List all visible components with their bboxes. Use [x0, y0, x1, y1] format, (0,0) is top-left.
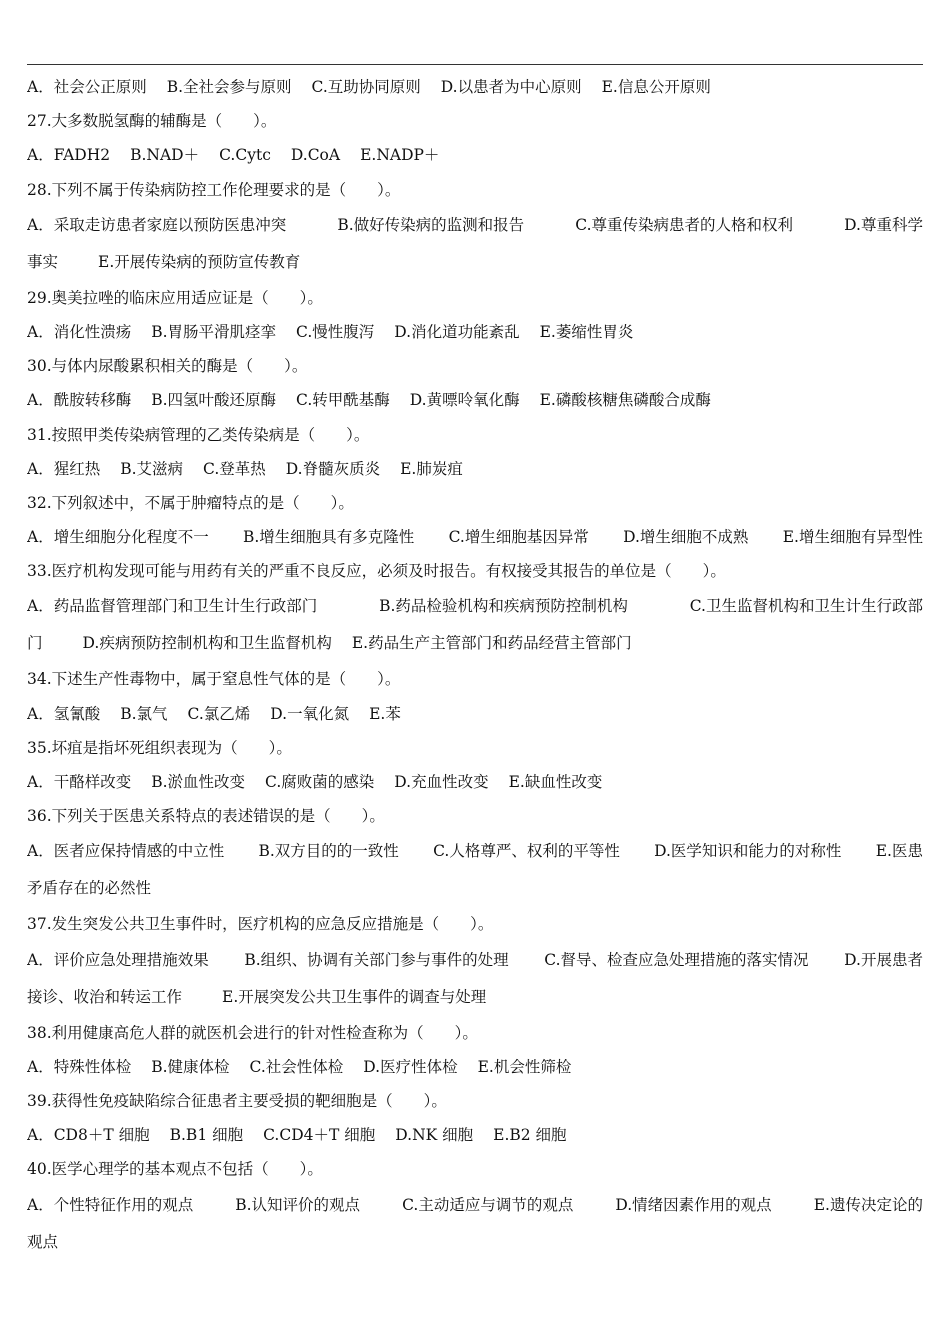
question-text: 40.医学心理学的基本观点不包括（ ）。	[27, 1160, 323, 1179]
answer-option: A．CD8＋T 细胞	[27, 1126, 150, 1145]
answer-option: D.消化道功能紊乱	[394, 322, 520, 341]
answer-option: C.转甲酰基酶	[296, 391, 390, 410]
question-text: 38.利用健康高危人群的就医机会进行的针对性检查称为（ ）。	[27, 1023, 478, 1042]
header-rule	[27, 64, 923, 65]
answer-options	[27, 833, 923, 870]
answer-option: C.登革热	[203, 459, 266, 478]
answer-option: C.Cytc	[219, 146, 271, 165]
answer-option: C.社会性体检	[249, 1057, 344, 1076]
answer-option: C.主动适应与调节的观点	[402, 1195, 574, 1214]
answer-option: C.慢性腹泻	[296, 322, 375, 341]
answer-option: D.一氧化氮	[270, 704, 350, 723]
answer-option: D.黄嘌呤氧化酶	[409, 391, 520, 410]
question-text: 34.下述生产性毒物中，属于窒息性气体的是（ ）。	[27, 670, 401, 689]
answer-option: E.药品生产主管部门和药品经营主管部门	[351, 634, 632, 653]
answer-option: D.医学知识和能力的对称性	[654, 842, 842, 861]
answer-option: D.充血性改变	[394, 773, 489, 791]
answer-option: A．增生细胞分化程度不一	[27, 528, 209, 547]
answer-option: A．FADH2	[27, 146, 111, 165]
answer-options	[27, 1050, 923, 1084]
answer-option: A．社会公正原则	[27, 78, 147, 96]
answer-option: A．氢氰酸	[27, 704, 101, 723]
answer-option: D.NK 细胞	[395, 1126, 474, 1145]
question-text: 35.坏疽是指坏死组织表现为（ ）。	[27, 738, 292, 757]
answer-option: B.认知评价的观点	[235, 1195, 361, 1214]
answer-option: B.淤血性改变	[151, 773, 246, 791]
answer-option: E.B2 细胞	[493, 1126, 567, 1145]
answer-option: A．评价应急处理措施效果	[27, 950, 209, 969]
answer-options	[27, 138, 923, 172]
answer-option: D.尊重科学	[844, 215, 923, 234]
answer-option: B.胃肠平滑肌痉挛	[151, 322, 277, 341]
answer-option: A．医者应保持情感的中立性	[27, 842, 225, 861]
answer-option: C.尊重传染病患者的人格和权利	[575, 215, 794, 234]
answer-option: B.全社会参与原则	[166, 78, 292, 96]
answer-option: E.苯	[369, 704, 401, 723]
answer-options	[27, 979, 923, 1016]
answer-option: E.NADP＋	[360, 146, 440, 165]
answer-option: A．药品监督管理部门和卫生计生行政部门	[27, 597, 318, 616]
answer-option: A．猩红热	[27, 459, 101, 478]
answer-options	[27, 1187, 923, 1224]
question-text: 39.获得性免疫缺陷综合征患者主要受损的靶细胞是（ ）。	[27, 1091, 447, 1110]
answer-option: E.缺血性改变	[508, 773, 603, 791]
answer-option: D.医疗性体检	[363, 1057, 458, 1076]
answer-option: E.开展突发公共卫生事件的调查与处理	[222, 987, 487, 1006]
answer-option: B.增生细胞具有多克隆性	[242, 528, 415, 547]
question-text: 29.奥美拉唑的临床应用适应证是（ ）。	[27, 288, 323, 307]
answer-option: 门	[27, 634, 43, 653]
answer-option: E.增生细胞有异型性	[782, 528, 923, 547]
exam-content	[27, 70, 923, 1261]
answer-option: D.以患者为中心原则	[440, 78, 582, 96]
answer-options	[27, 942, 923, 979]
answer-option: E.医患	[875, 842, 923, 861]
answer-option: B.药品检验机构和疾病预防控制机构	[379, 597, 628, 616]
answer-options	[27, 765, 923, 799]
answer-options	[27, 244, 923, 281]
answer-options	[27, 70, 923, 104]
answer-option: D.开展患者	[844, 950, 923, 969]
answer-option: 事实	[27, 252, 59, 271]
answer-options	[27, 625, 923, 662]
answer-option: D.增生细胞不成熟	[623, 528, 749, 547]
answer-option: E.磷酸核糖焦磷酸合成酶	[539, 391, 711, 410]
answer-option: B.四氢叶酸还原酶	[151, 391, 277, 410]
question-text: 31.按照甲类传染病管理的乙类传染病是（ ）。	[27, 425, 370, 444]
answer-option: B.健康体检	[151, 1057, 230, 1076]
answer-option: E.萎缩性胃炎	[539, 322, 634, 341]
answer-option: C.卫生监督机构和卫生计生行政部	[689, 597, 923, 616]
answer-option: B.组织、协调有关部门参与事件的处理	[244, 950, 509, 969]
answer-option: B.做好传染病的监测和报告	[337, 215, 525, 234]
answer-option: 接诊、收治和转运工作	[27, 987, 183, 1006]
answer-option: A．酰胺转移酶	[27, 391, 132, 410]
question-text: 27.大多数脱氢酶的辅酶是（ ）。	[27, 112, 277, 131]
answer-option: E.遗传决定论的	[813, 1195, 923, 1214]
answer-option: B.NAD＋	[130, 146, 200, 165]
answer-options	[27, 1118, 923, 1152]
answer-options	[27, 383, 923, 417]
answer-option: B.双方目的的一致性	[258, 842, 399, 861]
answer-option: C.督导、检查应急处理措施的落实情况	[544, 950, 809, 969]
answer-option: D.CoA	[290, 146, 341, 165]
question-text: 37.发生突发公共卫生事件时，医疗机构的应急反应措施是（ ）。	[27, 915, 494, 934]
question-text: 30.与体内尿酸累积相关的酶是（ ）。	[27, 357, 308, 376]
question-text: 28.下列不属于传染病防控工作伦理要求的是（ ）。	[27, 180, 401, 199]
answer-options	[27, 315, 923, 349]
question-text: 32.下列叙述中，不属于肿瘤特点的是（ ）。	[27, 493, 354, 512]
question-text: 36.下列关于医患关系特点的表述错误的是（ ）。	[27, 807, 385, 826]
answer-option: A．特殊性体检	[27, 1057, 132, 1076]
answer-option: E.信息公开原则	[601, 78, 711, 96]
answer-options	[27, 697, 923, 731]
answer-options	[27, 588, 923, 625]
answer-option: B.艾滋病	[120, 459, 184, 478]
answer-options	[27, 452, 923, 486]
answer-option: D.情绪因素作用的观点	[615, 1195, 772, 1214]
answer-option: C.氯乙烯	[187, 704, 251, 723]
answer-option: D.疾病预防控制机构和卫生监督机构	[82, 634, 332, 653]
answer-option: C.腐败菌的感染	[265, 773, 375, 791]
answer-option: A．干酪样改变	[27, 773, 132, 791]
answer-option: C.互助协同原则	[311, 78, 421, 96]
answer-options	[27, 520, 923, 554]
answer-option: C.CD4＋T 细胞	[263, 1126, 376, 1145]
answer-option: B.氯气	[120, 704, 168, 723]
answer-option: A．采取走访患者家庭以预防医患冲突	[27, 215, 287, 234]
answer-option: A．个性特征作用的观点	[27, 1195, 194, 1214]
answer-options	[27, 207, 923, 244]
answer-option: B.B1 细胞	[169, 1126, 244, 1145]
answer-option: A．消化性溃疡	[27, 322, 132, 341]
answer-option: D.脊髓灰质炎	[285, 459, 381, 478]
question-text: 33.医疗机构发现可能与用药有关的严重不良反应，必须及时报告。有权接受其报告的单位是（ ）。	[27, 562, 726, 581]
answer-option: C.人格尊严、权利的平等性	[433, 842, 620, 861]
answer-option: E.肺炭疽	[400, 459, 463, 478]
question-text: 矛盾存在的必然性	[27, 879, 152, 898]
answer-option: E.开展传染病的预防宣传教育	[98, 252, 301, 271]
question-text: 观点	[27, 1232, 59, 1251]
answer-option: E.机会性筛检	[477, 1057, 572, 1076]
answer-option: C.增生细胞基因异常	[448, 528, 589, 547]
